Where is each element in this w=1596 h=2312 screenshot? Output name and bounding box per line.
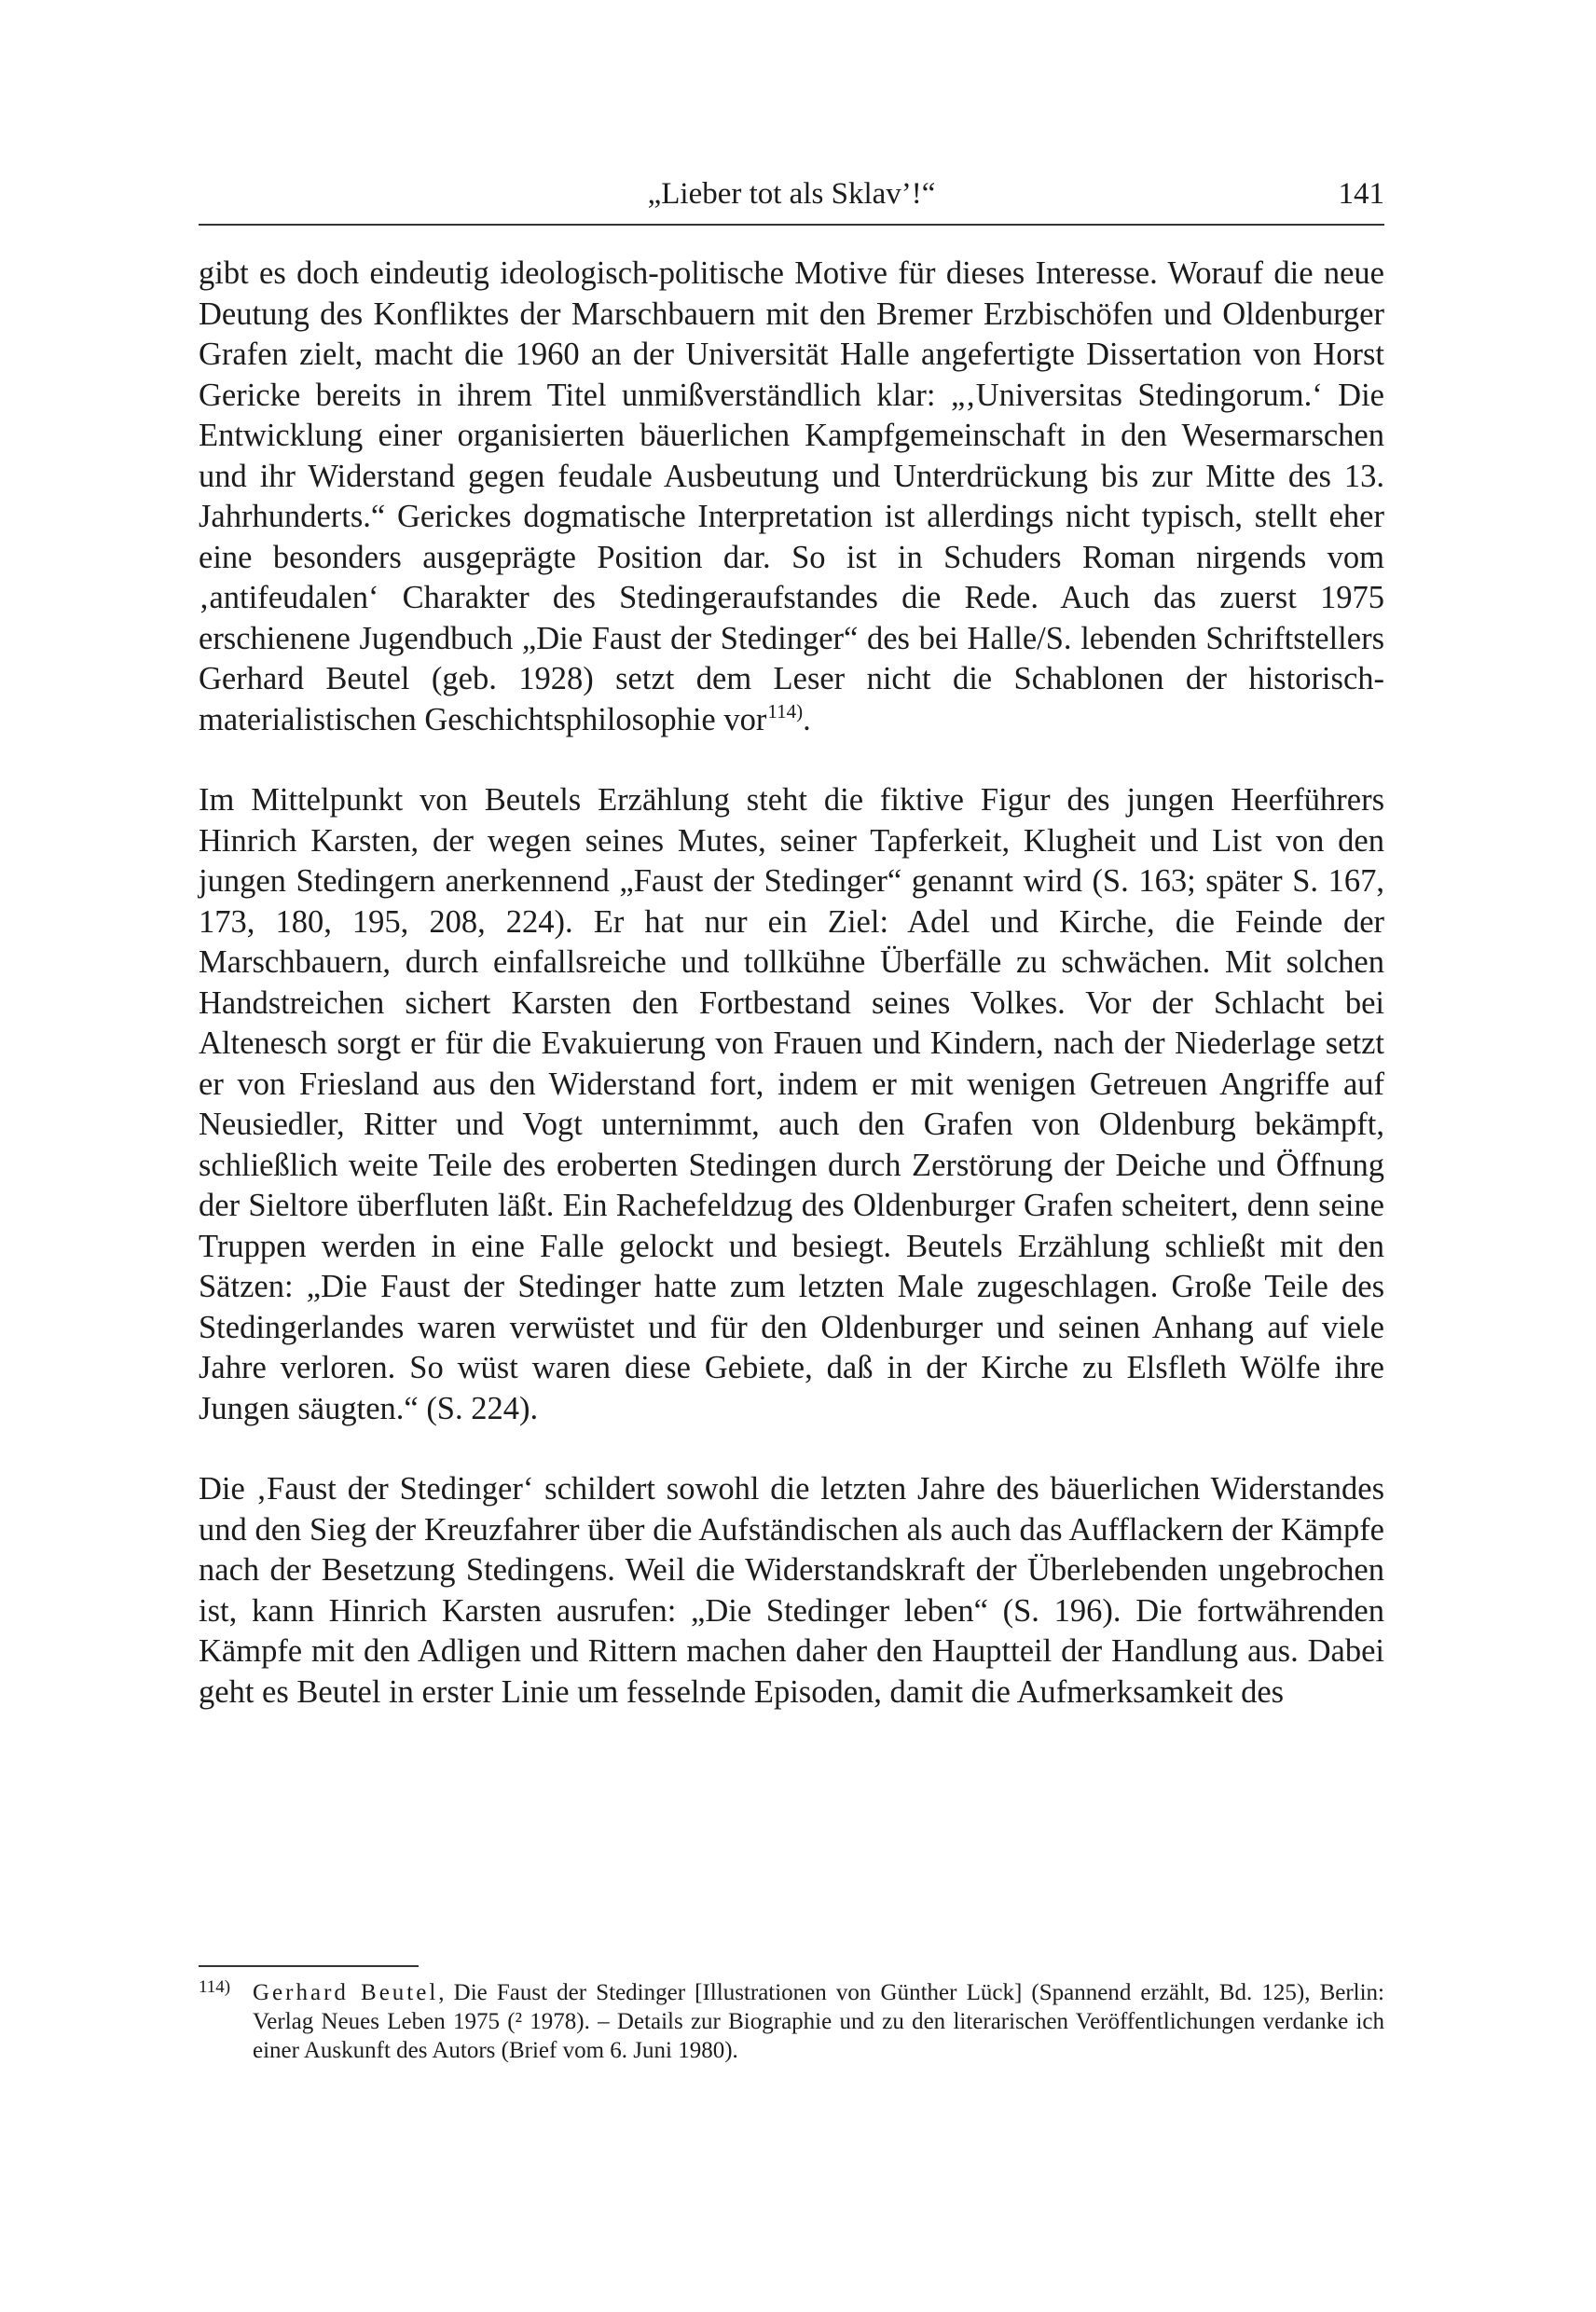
- paragraph-2: Im Mittelpunkt von Beutels Erzählung steht die fiktive Figur des jungen Heerführers Hinrich Karsten, der wegen seines Mutes, seiner Tapferkeit, Klugheit und List von den jungen Stedingern anerkennend „Faust der Stedinger“ genannt wird (S. 163; später S. 167, 173, 180, 195, 208, 224). Er hat nur ein Ziel: Adel und Kirche, die Feinde der Marschbauern, durch einfallsreiche und tollkühne Überfälle zu schwächen. Mit solchen Handstreichen sichert Karsten den Fortbestand seines Volkes. Vor der Schlacht bei Altenesch sorgt er für die Evakuierung von Frauen und Kindern, nach der Niederlage setzt er von Friesland aus den Widerstand fort, indem er mit wenigen Getreuen Angriffe auf Neusiedler, Ritter und Vogt unternimmt, auch den Grafen von Oldenburg bekämpft, schließlich weite Teile des eroberten Stedingen durch Zerstörung der Deiche und Öffnung der Sieltore überfluten läßt. Ein Rachefeldzug des Oldenburger Grafen scheitert, denn seine Truppen werden in eine Falle gelockt und besiegt. Beutels Erzählung schließt mit den Sätzen: „Die Faust der Stedinger hatte zum letzten Male zugeschlagen. Große Teile des Stedingerlandes waren verwüstet und für den Oldenburger und seinen Anhang auf viele Jahre verloren. So wüst waren diese Gebiete, daß in der Kirche zu Elsfleth Wölfe ihre Jungen säugten.“ (S. 224).: [199, 782, 1384, 1426]
- footnote-author: Gerhard Beutel: [253, 1980, 439, 2005]
- page-number: 141: [1338, 177, 1384, 211]
- header-rule: [199, 224, 1384, 226]
- footnote-reference: 114): [767, 699, 804, 722]
- footnote-rule: [199, 1965, 419, 1967]
- paragraph-3: Die ‚Faust der Stedinger‘ schildert sowohl die letzten Jahre des bäuerlichen Widerstandes und den Sieg der Kreuzfahrer über die Aufständischen als auch das Aufflackern der Kämpfe nach der Besetzung Stedingens. Weil die Widerstandskraft der Überlebenden ungebrochen ist, kann Hinrich Karsten ausrufen: „Die Stedinger leben“ (S. 196). Die fortwährenden Kämpfe mit den Adligen und Rittern machen daher den Hauptteil der Handlung aus. Dabei geht es Beutel in erster Linie um fesselnde Episoden, damit die Aufmerksamkeit des: [199, 1471, 1384, 1710]
- body-text: [199, 254, 1384, 1713]
- footnote-body: [199, 1978, 1384, 2065]
- footnote-text: , Die Faust der Stedinger [Illustrationen von Günther Lück] (Spannend erzählt, Bd. 125), Berlin: Verlag Neues Leben 1975 (² 1978). – Details zur Biographie und zu den literarischen Veröffentlichungen verdanke ich einer Auskunft des Autors (Brief vom 6. Juni 1980).: [253, 1980, 1384, 2063]
- running-title: „Lieber tot als Sklav’!“: [647, 177, 936, 211]
- paragraph-1-end: .: [803, 701, 811, 737]
- paragraph-1-text: gibt es doch eindeutig ideologisch-politische Motive für dieses Interesse. Worauf die neue Deutung des Konfliktes der Marschbauern mit den Bremer Erzbischöfen und Oldenburger Grafen zielt, macht die 1960 an der Universität Halle angefertigte Dissertation von Horst Gericke bereits in ihrem Titel unmißverständlich klar: „‚Universitas Stedingorum.‘ Die Entwicklung einer organisierten bäuerlichen Kampfgemeinschaft in den Wesermarschen und ihr Widerstand gegen feudale Ausbeutung und Unterdrückung bis zur Mitte des 13. Jahrhunderts.“ Gerickes dogmatische Interpretation ist allerdings nicht typisch, stellt eher eine besonders ausgeprägte Position dar. So ist in Schuders Roman nirgends vom ‚antifeudalen‘ Charakter des Stedingeraufstandes die Rede. Auch das zuerst 1975 erschienene Jugendbuch „Die Faust der Stedinger“ des bei Halle/S. lebenden Schriftstellers Gerhard Beutel (geb. 1928) setzt dem Leser nicht die Schablonen der historisch-materialistischen Geschichtsphilosophie vor: [199, 255, 1384, 737]
- footnote: 114) Gerhard Beutel, Die Faust der Stedinger [Illustrationen von Günther Lück] (Spannend erzählt, Bd. 125), Berlin: Verlag Neues Leben 1975 (² 1978). – Details zur Biographie und zu den literarischen Veröffentlichungen verdanke ich einer Auskunft des Autors (Brief vom 6. Juni 1980).: [199, 1977, 1384, 2063]
- running-head: [199, 175, 1384, 220]
- paragraph-1: [199, 254, 1384, 740]
